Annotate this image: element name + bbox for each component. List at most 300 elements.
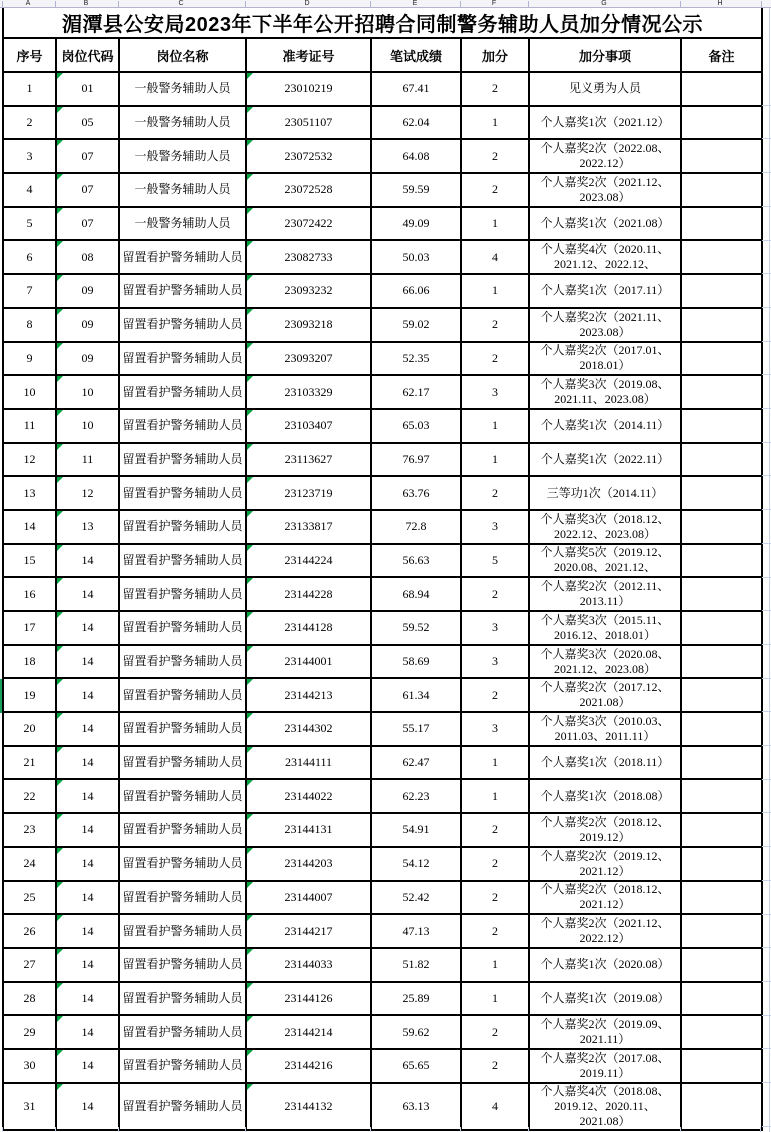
cell-bonus[interactable]: 1 bbox=[461, 443, 529, 477]
cell-name[interactable]: 留置看护警务辅助人员 bbox=[119, 746, 246, 780]
column-letter-f[interactable]: F bbox=[491, 0, 497, 7]
cell-bonus[interactable]: 2 bbox=[461, 342, 529, 376]
cell-score[interactable]: 62.47 bbox=[371, 746, 461, 780]
cell-bonus[interactable]: 2 bbox=[461, 1049, 529, 1083]
table-row bbox=[3, 443, 762, 477]
cell-score[interactable]: 54.12 bbox=[371, 847, 461, 881]
cell-remark[interactable] bbox=[681, 342, 762, 376]
cell-seq[interactable]: 6 bbox=[3, 240, 56, 274]
sheet-gridline bbox=[762, 543, 771, 544]
cell-remark[interactable] bbox=[681, 914, 762, 948]
cell-ticket[interactable]: 23103407 bbox=[246, 409, 371, 443]
cell-items[interactable]: 见义勇为人员 bbox=[529, 72, 681, 106]
cell-ticket[interactable]: 23144216 bbox=[246, 1049, 371, 1083]
column-letter-c[interactable]: C bbox=[178, 0, 184, 7]
cell-name[interactable]: 留置看护警务辅助人员 bbox=[119, 779, 246, 813]
cell-bonus[interactable]: 2 bbox=[461, 139, 529, 173]
cell-bonus[interactable]: 1 bbox=[461, 948, 529, 982]
cell-remark[interactable] bbox=[681, 139, 762, 173]
cell-items[interactable]: 个人嘉奖1次（2022.11） bbox=[529, 443, 681, 477]
number-stored-as-text-icon bbox=[57, 1084, 63, 1090]
cell-ticket[interactable]: 23144001 bbox=[246, 645, 371, 679]
cell-ticket[interactable]: 23051107 bbox=[246, 106, 371, 140]
cell-score[interactable]: 59.62 bbox=[371, 1015, 461, 1049]
cell-name[interactable]: 一般警务辅助人员 bbox=[119, 72, 246, 106]
cell-remark[interactable] bbox=[681, 544, 762, 578]
cell-name[interactable]: 留置看护警务辅助人员 bbox=[119, 1015, 246, 1049]
cell-ticket[interactable]: 23093207 bbox=[246, 342, 371, 376]
cell-name[interactable]: 留置看护警务辅助人员 bbox=[119, 712, 246, 746]
cell-bonus[interactable]: 1 bbox=[461, 207, 529, 241]
cell-score[interactable]: 52.42 bbox=[371, 881, 461, 915]
cell-ticket[interactable]: 23144126 bbox=[246, 982, 371, 1016]
cell-items[interactable]: 个人嘉奖1次（2019.08） bbox=[529, 982, 681, 1016]
cell-bonus[interactable]: 1 bbox=[461, 274, 529, 308]
cell-items[interactable]: 个人嘉奖2次（2017.08、2019.11） bbox=[529, 1049, 681, 1083]
cell-name[interactable]: 一般警务辅助人员 bbox=[119, 106, 246, 140]
cell-remark[interactable] bbox=[681, 577, 762, 611]
cell-seq[interactable]: 4 bbox=[3, 173, 56, 207]
cell-remark[interactable] bbox=[681, 678, 762, 712]
cell-ticket[interactable]: 23144022 bbox=[246, 779, 371, 813]
cell-seq[interactable]: 20 bbox=[3, 712, 56, 746]
table-row bbox=[3, 173, 762, 207]
cell-seq[interactable]: 29 bbox=[3, 1015, 56, 1049]
cell-bonus[interactable]: 4 bbox=[461, 1083, 529, 1130]
cell-name[interactable]: 留置看护警务辅助人员 bbox=[119, 678, 246, 712]
cell-items[interactable]: 个人嘉奖1次（2014.11） bbox=[529, 409, 681, 443]
cell-code[interactable]: 13 bbox=[56, 510, 119, 544]
cell-seq[interactable]: 27 bbox=[3, 948, 56, 982]
cell-seq[interactable]: 2 bbox=[3, 106, 56, 140]
cell-ticket[interactable]: 23144007 bbox=[246, 881, 371, 915]
cell-remark[interactable] bbox=[681, 645, 762, 679]
cell-code[interactable]: 11 bbox=[56, 443, 119, 477]
cell-score[interactable]: 55.17 bbox=[371, 712, 461, 746]
cell-seq[interactable]: 8 bbox=[3, 308, 56, 342]
cell-remark[interactable] bbox=[681, 173, 762, 207]
cell-bonus[interactable]: 3 bbox=[461, 510, 529, 544]
cell-code[interactable]: 10 bbox=[56, 409, 119, 443]
sheet-gridline bbox=[2, 1127, 3, 1132]
cell-name[interactable]: 一般警务辅助人员 bbox=[119, 139, 246, 173]
cell-score[interactable]: 59.52 bbox=[371, 611, 461, 645]
cell-items[interactable]: 个人嘉奖2次（2021.12、2022.12） bbox=[529, 914, 681, 948]
cell-seq[interactable]: 14 bbox=[3, 510, 56, 544]
cell-remark[interactable] bbox=[681, 611, 762, 645]
cell-remark[interactable] bbox=[681, 106, 762, 140]
cell-score[interactable]: 62.23 bbox=[371, 779, 461, 813]
table-row bbox=[3, 1015, 762, 1049]
cell-items[interactable]: 个人嘉奖1次（2018.11） bbox=[529, 746, 681, 780]
cell-ticket[interactable]: 23144033 bbox=[246, 948, 371, 982]
cell-bonus[interactable]: 5 bbox=[461, 544, 529, 578]
cell-score[interactable]: 59.59 bbox=[371, 173, 461, 207]
cell-bonus[interactable]: 3 bbox=[461, 611, 529, 645]
cell-remark[interactable] bbox=[681, 813, 762, 847]
cell-items[interactable]: 个人嘉奖2次（2017.01、2018.01） bbox=[529, 342, 681, 376]
cell-bonus[interactable]: 2 bbox=[461, 881, 529, 915]
cell-bonus[interactable]: 4 bbox=[461, 240, 529, 274]
cell-code[interactable]: 14 bbox=[56, 1083, 119, 1130]
cell-name[interactable]: 留置看护警务辅助人员 bbox=[119, 577, 246, 611]
header-name[interactable]: 岗位名称 bbox=[119, 38, 246, 72]
cell-score[interactable]: 65.65 bbox=[371, 1049, 461, 1083]
cell-code[interactable]: 10 bbox=[56, 375, 119, 409]
cell-remark[interactable] bbox=[681, 240, 762, 274]
cell-seq[interactable]: 18 bbox=[3, 645, 56, 679]
cell-ticket[interactable]: 23144224 bbox=[246, 544, 371, 578]
cell-items[interactable]: 个人嘉奖3次（2018.12、2022.12、2023.08） bbox=[529, 510, 681, 544]
cell-bonus[interactable]: 2 bbox=[461, 914, 529, 948]
cell-score[interactable]: 49.09 bbox=[371, 207, 461, 241]
cell-score[interactable]: 54.91 bbox=[371, 813, 461, 847]
table-row bbox=[3, 982, 762, 1016]
cell-remark[interactable] bbox=[681, 476, 762, 510]
cell-bonus[interactable]: 1 bbox=[461, 106, 529, 140]
cell-ticket[interactable]: 23010219 bbox=[246, 72, 371, 106]
cell-ticket[interactable]: 23144213 bbox=[246, 678, 371, 712]
cell-code[interactable]: 14 bbox=[56, 712, 119, 746]
cell-name[interactable]: 一般警务辅助人员 bbox=[119, 207, 246, 241]
cell-bonus[interactable]: 3 bbox=[461, 645, 529, 679]
header-code[interactable]: 岗位代码 bbox=[56, 38, 119, 72]
cell-seq[interactable]: 13 bbox=[3, 476, 56, 510]
cell-remark[interactable] bbox=[681, 847, 762, 881]
cell-seq[interactable]: 9 bbox=[3, 342, 56, 376]
cell-name[interactable]: 留置看护警务辅助人员 bbox=[119, 1049, 246, 1083]
cell-ticket[interactable]: 23144228 bbox=[246, 577, 371, 611]
sheet-gridline bbox=[762, 1082, 771, 1083]
cell-code[interactable]: 14 bbox=[56, 779, 119, 813]
cell-remark[interactable] bbox=[681, 948, 762, 982]
cell-remark[interactable] bbox=[681, 375, 762, 409]
column-letter-d[interactable]: D bbox=[304, 0, 310, 7]
cell-seq[interactable]: 12 bbox=[3, 443, 56, 477]
cell-code[interactable]: 14 bbox=[56, 1015, 119, 1049]
table-row bbox=[3, 847, 762, 881]
cell-score[interactable]: 67.41 bbox=[371, 72, 461, 106]
cell-score[interactable]: 62.04 bbox=[371, 106, 461, 140]
cell-seq[interactable]: 28 bbox=[3, 982, 56, 1016]
table-row bbox=[3, 678, 762, 712]
cell-items[interactable]: 个人嘉奖3次（2010.03、2011.03、2011.11） bbox=[529, 712, 681, 746]
sheet-gridline bbox=[762, 678, 771, 679]
cell-name[interactable]: 一般警务辅助人员 bbox=[119, 173, 246, 207]
number-stored-as-text-icon bbox=[247, 376, 253, 382]
cell-code[interactable]: 07 bbox=[56, 207, 119, 241]
cell-seq[interactable]: 30 bbox=[3, 1049, 56, 1083]
sheet-gridline bbox=[55, 1127, 56, 1132]
cell-name[interactable]: 留置看护警务辅助人员 bbox=[119, 544, 246, 578]
number-stored-as-text-icon bbox=[247, 511, 253, 517]
cell-code[interactable]: 14 bbox=[56, 544, 119, 578]
cell-items[interactable]: 个人嘉奖1次（2021.12） bbox=[529, 106, 681, 140]
cell-code[interactable]: 09 bbox=[56, 274, 119, 308]
cell-seq[interactable]: 7 bbox=[3, 274, 56, 308]
cell-remark[interactable] bbox=[681, 510, 762, 544]
cell-items[interactable]: 个人嘉奖2次（2021.12、2023.08） bbox=[529, 173, 681, 207]
cell-bonus[interactable]: 1 bbox=[461, 982, 529, 1016]
header-bonus[interactable]: 加分 bbox=[461, 38, 529, 72]
cell-bonus[interactable]: 2 bbox=[461, 1015, 529, 1049]
cell-remark[interactable] bbox=[681, 1015, 762, 1049]
header-seq[interactable]: 序号 bbox=[3, 38, 56, 72]
cell-ticket[interactable]: 23072532 bbox=[246, 139, 371, 173]
table-row bbox=[3, 72, 762, 106]
cell-bonus[interactable]: 3 bbox=[461, 712, 529, 746]
cell-ticket[interactable]: 23093232 bbox=[246, 274, 371, 308]
cell-code[interactable]: 05 bbox=[56, 106, 119, 140]
cell-bonus[interactable]: 1 bbox=[461, 409, 529, 443]
cell-seq[interactable]: 23 bbox=[3, 813, 56, 847]
cell-name[interactable]: 留置看护警务辅助人员 bbox=[119, 476, 246, 510]
cell-ticket[interactable]: 23072528 bbox=[246, 173, 371, 207]
sheet-gridline bbox=[762, 442, 771, 443]
cell-score[interactable]: 47.13 bbox=[371, 914, 461, 948]
cell-seq[interactable]: 10 bbox=[3, 375, 56, 409]
cell-bonus[interactable]: 2 bbox=[461, 476, 529, 510]
cell-items[interactable]: 个人嘉奖3次（2015.11、2016.12、2018.01） bbox=[529, 611, 681, 645]
cell-items[interactable]: 个人嘉奖1次（2021.08） bbox=[529, 207, 681, 241]
table-row bbox=[3, 881, 762, 915]
table-row bbox=[3, 207, 762, 241]
cell-seq[interactable]: 31 bbox=[3, 1083, 56, 1130]
cell-score[interactable]: 63.76 bbox=[371, 476, 461, 510]
cell-code[interactable]: 14 bbox=[56, 847, 119, 881]
sheet-gridline bbox=[762, 475, 771, 476]
cell-score[interactable]: 61.34 bbox=[371, 678, 461, 712]
cell-name[interactable]: 留置看护警务辅助人员 bbox=[119, 645, 246, 679]
cell-items[interactable]: 个人嘉奖2次（2012.11、2013.11） bbox=[529, 577, 681, 611]
cell-score[interactable]: 72.8 bbox=[371, 510, 461, 544]
cell-name[interactable]: 留置看护警务辅助人员 bbox=[119, 443, 246, 477]
cell-ticket[interactable]: 23103329 bbox=[246, 375, 371, 409]
cell-code[interactable]: 09 bbox=[56, 342, 119, 376]
cell-bonus[interactable]: 2 bbox=[461, 173, 529, 207]
cell-bonus[interactable]: 2 bbox=[461, 577, 529, 611]
cell-name[interactable]: 留置看护警务辅助人员 bbox=[119, 813, 246, 847]
cell-ticket[interactable]: 23144217 bbox=[246, 914, 371, 948]
cell-remark[interactable] bbox=[681, 1083, 762, 1130]
cell-name[interactable]: 留置看护警务辅助人员 bbox=[119, 375, 246, 409]
cell-score[interactable]: 59.02 bbox=[371, 308, 461, 342]
cell-seq[interactable]: 22 bbox=[3, 779, 56, 813]
cell-name[interactable]: 留置看护警务辅助人员 bbox=[119, 611, 246, 645]
cell-name[interactable]: 留置看护警务辅助人员 bbox=[119, 982, 246, 1016]
number-stored-as-text-icon bbox=[247, 747, 253, 753]
sheet-gridline bbox=[762, 577, 771, 578]
cell-items[interactable]: 个人嘉奖2次（2019.09、2021.11） bbox=[529, 1015, 681, 1049]
cell-remark[interactable] bbox=[681, 72, 762, 106]
cell-code[interactable]: 14 bbox=[56, 813, 119, 847]
column-letter-e[interactable]: E bbox=[412, 0, 418, 7]
cell-items[interactable]: 个人嘉奖1次（2020.08） bbox=[529, 948, 681, 982]
cell-name[interactable]: 留置看护警务辅助人员 bbox=[119, 948, 246, 982]
sheet-gridline bbox=[370, 1127, 371, 1132]
cell-remark[interactable] bbox=[681, 779, 762, 813]
cell-ticket[interactable]: 23082733 bbox=[246, 240, 371, 274]
cell-score[interactable]: 25.89 bbox=[371, 982, 461, 1016]
cell-name[interactable]: 留置看护警务辅助人员 bbox=[119, 914, 246, 948]
cell-bonus[interactable]: 3 bbox=[461, 375, 529, 409]
cell-seq[interactable]: 1 bbox=[3, 72, 56, 106]
cell-ticket[interactable]: 23123719 bbox=[246, 476, 371, 510]
cell-remark[interactable] bbox=[681, 881, 762, 915]
cell-remark[interactable] bbox=[681, 712, 762, 746]
cell-seq[interactable]: 3 bbox=[3, 139, 56, 173]
cell-remark[interactable] bbox=[681, 409, 762, 443]
cell-code[interactable]: 07 bbox=[56, 173, 119, 207]
cell-score[interactable]: 50.03 bbox=[371, 240, 461, 274]
cell-name[interactable]: 留置看护警务辅助人员 bbox=[119, 342, 246, 376]
sheet-gridline bbox=[762, 341, 771, 342]
cell-remark[interactable] bbox=[681, 274, 762, 308]
cell-bonus[interactable]: 2 bbox=[461, 72, 529, 106]
header-items[interactable]: 加分事项 bbox=[529, 38, 681, 72]
column-letter-b[interactable]: B bbox=[83, 0, 89, 7]
cell-score[interactable]: 66.06 bbox=[371, 274, 461, 308]
table-row bbox=[3, 106, 762, 140]
cell-name[interactable]: 留置看护警务辅助人员 bbox=[119, 409, 246, 443]
cell-items[interactable]: 个人嘉奖4次（2018.08、2019.12、2020.11、2021.08） bbox=[529, 1083, 681, 1130]
header-remark[interactable]: 备注 bbox=[681, 38, 762, 72]
cell-ticket[interactable]: 23144214 bbox=[246, 1015, 371, 1049]
cell-code[interactable]: 09 bbox=[56, 308, 119, 342]
cell-code[interactable]: 12 bbox=[56, 476, 119, 510]
cell-name[interactable]: 留置看护警务辅助人员 bbox=[119, 510, 246, 544]
cell-items[interactable]: 个人嘉奖2次（2018.12、2021.12） bbox=[529, 881, 681, 915]
cell-items[interactable]: 个人嘉奖2次（2018.12、2019.12） bbox=[529, 813, 681, 847]
cell-ticket[interactable]: 23072422 bbox=[246, 207, 371, 241]
cell-seq[interactable]: 17 bbox=[3, 611, 56, 645]
cell-score[interactable]: 76.97 bbox=[371, 443, 461, 477]
cell-ticket[interactable]: 23093218 bbox=[246, 308, 371, 342]
cell-remark[interactable] bbox=[681, 443, 762, 477]
cell-seq[interactable]: 5 bbox=[3, 207, 56, 241]
cell-code[interactable]: 14 bbox=[56, 678, 119, 712]
sheet-gridline bbox=[762, 880, 771, 881]
bonus-points-table bbox=[2, 8, 763, 1131]
cell-bonus[interactable]: 2 bbox=[461, 308, 529, 342]
cell-score[interactable]: 64.08 bbox=[371, 139, 461, 173]
table-row bbox=[3, 948, 762, 982]
cell-ticket[interactable]: 23144203 bbox=[246, 847, 371, 881]
cell-score[interactable]: 52.35 bbox=[371, 342, 461, 376]
number-stored-as-text-icon bbox=[57, 848, 63, 854]
cell-seq[interactable]: 15 bbox=[3, 544, 56, 578]
cell-seq[interactable]: 24 bbox=[3, 847, 56, 881]
cell-ticket[interactable]: 23133817 bbox=[246, 510, 371, 544]
column-divider bbox=[761, 1, 762, 8]
cell-score[interactable]: 63.13 bbox=[371, 1083, 461, 1130]
cell-bonus[interactable]: 2 bbox=[461, 678, 529, 712]
cell-ticket[interactable]: 23144132 bbox=[246, 1083, 371, 1130]
cell-name[interactable]: 留置看护警务辅助人员 bbox=[119, 308, 246, 342]
cell-ticket[interactable]: 23113627 bbox=[246, 443, 371, 477]
cell-items[interactable]: 个人嘉奖2次（2021.11、2023.08） bbox=[529, 308, 681, 342]
cell-seq[interactable]: 16 bbox=[3, 577, 56, 611]
cell-bonus[interactable]: 1 bbox=[461, 746, 529, 780]
table-row bbox=[3, 409, 762, 443]
cell-items[interactable]: 个人嘉奖3次（2019.08、2021.11、2023.08） bbox=[529, 375, 681, 409]
cell-items[interactable]: 个人嘉奖4次（2020.11、2021.12、2022.12、 bbox=[529, 240, 681, 274]
cell-name[interactable]: 留置看护警务辅助人员 bbox=[119, 274, 246, 308]
cell-seq[interactable]: 25 bbox=[3, 881, 56, 915]
cell-score[interactable]: 56.63 bbox=[371, 544, 461, 578]
page-title[interactable]: 湄潭县公安局2023年下半年公开招聘合同制警务辅助人员加分情况公示 bbox=[3, 8, 762, 38]
cell-ticket[interactable]: 23144111 bbox=[246, 746, 371, 780]
cell-score[interactable]: 58.69 bbox=[371, 645, 461, 679]
cell-bonus[interactable]: 2 bbox=[461, 847, 529, 881]
cell-seq[interactable]: 11 bbox=[3, 409, 56, 443]
cell-score[interactable]: 51.82 bbox=[371, 948, 461, 982]
cell-items[interactable]: 个人嘉奖3次（2020.08、2021.12、2023.08） bbox=[529, 645, 681, 679]
cell-seq[interactable]: 26 bbox=[3, 914, 56, 948]
number-stored-as-text-icon bbox=[247, 1084, 253, 1090]
header-score[interactable]: 笔试成绩 bbox=[371, 38, 461, 72]
cell-remark[interactable] bbox=[681, 1049, 762, 1083]
cell-ticket[interactable]: 23144128 bbox=[246, 611, 371, 645]
cell-name[interactable]: 留置看护警务辅助人员 bbox=[119, 881, 246, 915]
column-letter-a[interactable]: A bbox=[25, 0, 31, 7]
cell-code[interactable]: 14 bbox=[56, 611, 119, 645]
cell-name[interactable]: 留置看护警务辅助人员 bbox=[119, 1083, 246, 1130]
sheet-gridline bbox=[762, 1015, 771, 1016]
cell-name[interactable]: 留置看护警务辅助人员 bbox=[119, 847, 246, 881]
cell-remark[interactable] bbox=[681, 308, 762, 342]
cell-code[interactable]: 14 bbox=[56, 881, 119, 915]
cell-code[interactable]: 14 bbox=[56, 982, 119, 1016]
header-ticket[interactable]: 准考证号 bbox=[246, 38, 371, 72]
cell-code[interactable]: 07 bbox=[56, 139, 119, 173]
cell-items[interactable]: 个人嘉奖2次（2022.08、2022.12） bbox=[529, 139, 681, 173]
cell-items[interactable]: 个人嘉奖5次（2019.12、2020.08、2021.12、 bbox=[529, 544, 681, 578]
cell-ticket[interactable]: 23144131 bbox=[246, 813, 371, 847]
cell-items[interactable]: 个人嘉奖2次（2019.12、2021.12） bbox=[529, 847, 681, 881]
cell-score[interactable]: 65.03 bbox=[371, 409, 461, 443]
cell-code[interactable]: 14 bbox=[56, 577, 119, 611]
cell-code[interactable]: 14 bbox=[56, 746, 119, 780]
cell-score[interactable]: 68.94 bbox=[371, 577, 461, 611]
cell-seq[interactable]: 21 bbox=[3, 746, 56, 780]
cell-seq[interactable]: 19 bbox=[3, 678, 56, 712]
cell-score[interactable]: 62.17 bbox=[371, 375, 461, 409]
cell-bonus[interactable]: 2 bbox=[461, 813, 529, 847]
column-letter-h[interactable]: H bbox=[717, 0, 723, 7]
cell-code[interactable]: 08 bbox=[56, 240, 119, 274]
number-stored-as-text-icon bbox=[247, 713, 253, 719]
cell-ticket[interactable]: 23144302 bbox=[246, 712, 371, 746]
cell-remark[interactable] bbox=[681, 982, 762, 1016]
cell-code[interactable]: 14 bbox=[56, 914, 119, 948]
number-stored-as-text-icon bbox=[247, 545, 253, 551]
cell-name[interactable]: 留置看护警务辅助人员 bbox=[119, 240, 246, 274]
cell-code[interactable]: 14 bbox=[56, 645, 119, 679]
column-letter-g[interactable]: G bbox=[601, 0, 607, 7]
cell-remark[interactable] bbox=[681, 746, 762, 780]
cell-items[interactable]: 个人嘉奖1次（2017.11） bbox=[529, 274, 681, 308]
cell-remark[interactable] bbox=[681, 207, 762, 241]
cell-code[interactable]: 14 bbox=[56, 948, 119, 982]
table-row bbox=[3, 240, 762, 274]
cell-code[interactable]: 14 bbox=[56, 1049, 119, 1083]
cell-items[interactable]: 三等功1次（2014.11） bbox=[529, 476, 681, 510]
cell-bonus[interactable]: 1 bbox=[461, 779, 529, 813]
cell-code[interactable]: 01 bbox=[56, 72, 119, 106]
cell-items[interactable]: 个人嘉奖2次（2017.12、2021.08） bbox=[529, 678, 681, 712]
cell-items[interactable]: 个人嘉奖1次（2018.08） bbox=[529, 779, 681, 813]
